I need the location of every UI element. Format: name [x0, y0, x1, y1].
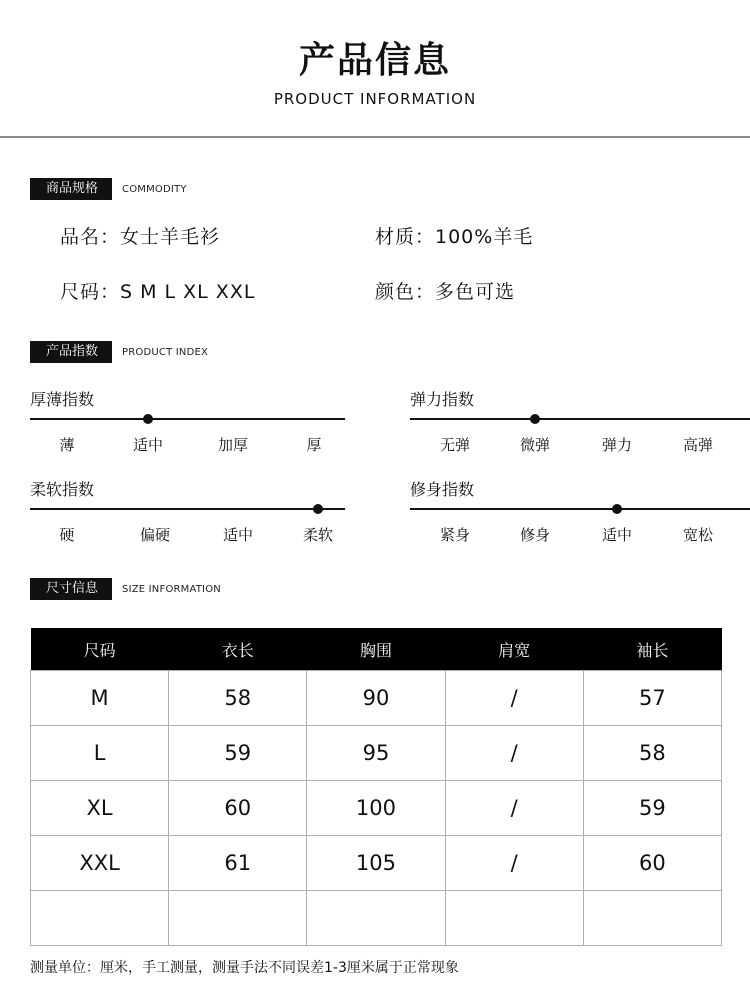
index-scale-label: 高弹 — [682, 436, 713, 454]
table-cell: / — [445, 671, 583, 726]
table-header-cell: 胸围 — [307, 628, 445, 671]
index-scale-label: 无弹 — [439, 436, 470, 454]
index-scale-label: 柔软 — [302, 526, 333, 544]
product-name: 品名：女士羊毛衫 — [60, 226, 221, 248]
index-scale-label: 紧身 — [439, 526, 470, 544]
table-cell — [169, 891, 307, 946]
table-header-cell: 衣长 — [169, 628, 307, 671]
table-cell: M — [31, 671, 169, 726]
table-row — [31, 726, 722, 781]
product-colors: 颜色：多色可选 — [375, 281, 516, 303]
table-cell: L — [31, 726, 169, 781]
table-header-cell: 肩宽 — [445, 628, 583, 671]
table-cell: / — [445, 781, 583, 836]
table-header-cell: 袖长 — [583, 628, 721, 671]
header-divider — [0, 136, 750, 138]
section-tag: 产品指数 — [30, 341, 112, 363]
table-cell: / — [445, 836, 583, 891]
table-row — [31, 836, 722, 891]
index-scale-title: 弹力指数 — [410, 390, 475, 409]
index-scale-label: 薄 — [59, 436, 75, 454]
index-scale-marker — [530, 414, 540, 424]
table-cell: 105 — [307, 836, 445, 891]
index-scale-marker — [313, 504, 323, 514]
index-scale-track — [410, 418, 750, 420]
table-cell: 61 — [169, 836, 307, 891]
table-cell: 90 — [307, 671, 445, 726]
index-scale-label: 弹力 — [601, 436, 632, 454]
table-row — [31, 781, 722, 836]
product-sizes: 尺码：S M L XL XXL — [60, 281, 256, 303]
index-scale-label: 修身 — [519, 526, 550, 544]
index-scale-marker — [612, 504, 622, 514]
table-cell: 60 — [169, 781, 307, 836]
index-scale-label: 硬 — [59, 526, 75, 544]
index-scale-label: 加厚 — [217, 436, 248, 454]
table-cell: 59 — [169, 726, 307, 781]
section-tag-english: PRODUCT INDEX — [122, 346, 209, 358]
table-cell: 58 — [583, 726, 721, 781]
index-scale-label: 适中 — [132, 436, 163, 454]
index-scale-title: 修身指数 — [410, 480, 475, 499]
index-scale-label: 微弹 — [519, 436, 550, 454]
index-scale-track — [30, 418, 345, 420]
index-scale-track — [410, 508, 750, 510]
index-scale-label: 厚 — [306, 436, 322, 454]
index-scale-marker — [143, 414, 153, 424]
table-cell: XXL — [31, 836, 169, 891]
table-cell — [31, 891, 169, 946]
index-scale-title: 厚薄指数 — [30, 390, 95, 409]
page-title: 产品信息 — [298, 40, 451, 81]
table-cell: 95 — [307, 726, 445, 781]
measurement-note: 测量单位：厘米，手工测量，测量手法不同误差1-3厘米属于正常现象 — [30, 960, 459, 976]
product-material: 材质：100%羊毛 — [375, 226, 534, 248]
table-header-cell: 尺码 — [31, 628, 169, 671]
table-cell: XL — [31, 781, 169, 836]
table-cell — [583, 891, 721, 946]
index-scale-title: 柔软指数 — [30, 480, 95, 499]
section-tag-english: SIZE INFORMATION — [122, 583, 221, 595]
index-scale-label: 偏硬 — [139, 526, 170, 544]
section-header-size-info — [30, 578, 221, 600]
table-cell: 58 — [169, 671, 307, 726]
table-cell — [445, 891, 583, 946]
section-tag: 尺寸信息 — [30, 578, 112, 600]
table-cell: 57 — [583, 671, 721, 726]
table-cell: / — [445, 726, 583, 781]
section-header-product-index — [30, 341, 208, 363]
table-row — [31, 671, 722, 726]
table-cell: 60 — [583, 836, 721, 891]
page-subtitle: PRODUCT INFORMATION — [273, 90, 477, 108]
index-scale-label: 适中 — [222, 526, 253, 544]
table-row — [31, 891, 722, 946]
section-header-commodity — [30, 178, 187, 200]
table-cell: 100 — [307, 781, 445, 836]
table-header-row — [31, 628, 722, 671]
index-scale-track — [30, 508, 345, 510]
size-table — [30, 628, 722, 946]
index-scale-label: 适中 — [601, 526, 632, 544]
table-cell — [307, 891, 445, 946]
index-scale-label: 宽松 — [682, 526, 713, 544]
table-cell: 59 — [583, 781, 721, 836]
section-tag: 商品规格 — [30, 178, 112, 200]
section-tag-english: COMMODITY — [122, 183, 187, 195]
